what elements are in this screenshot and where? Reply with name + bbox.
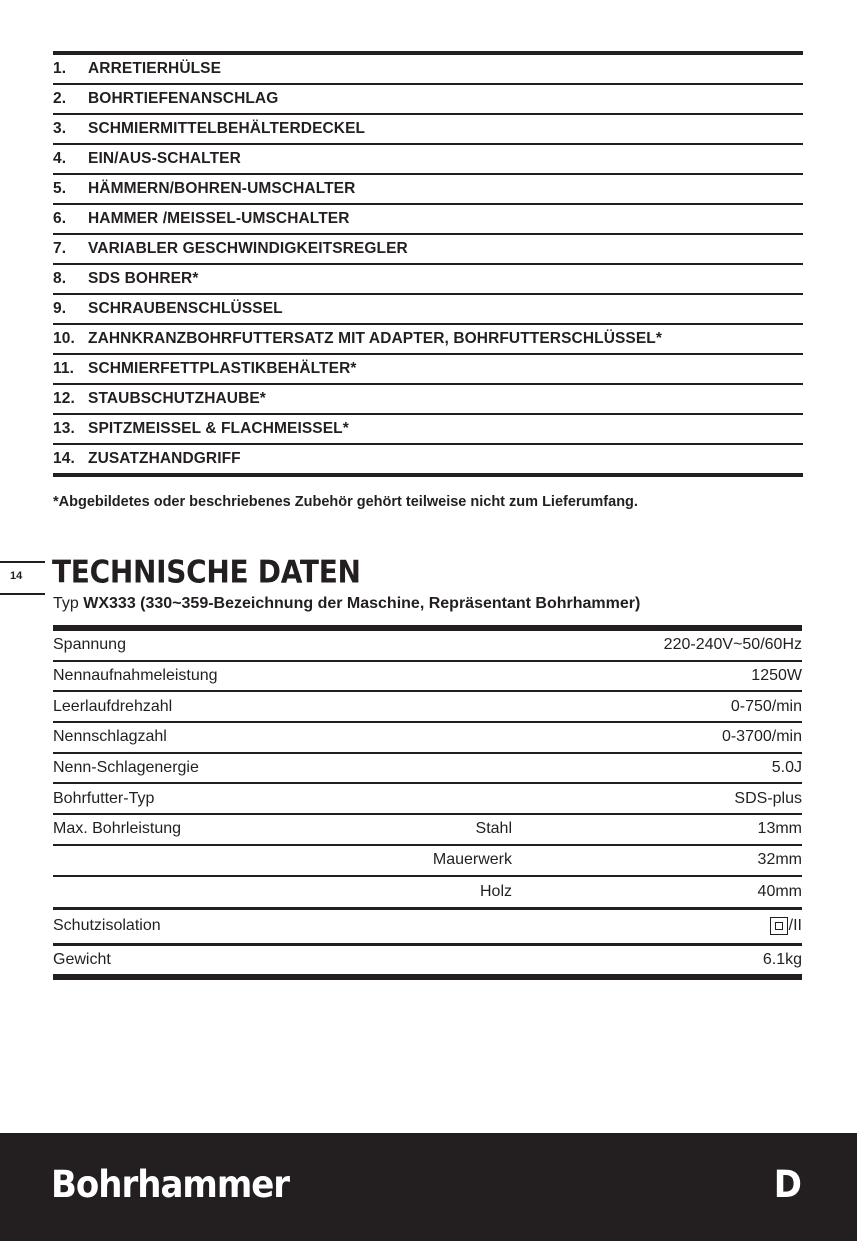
- page-number-rule-top: [0, 561, 45, 563]
- spec-row: [53, 784, 802, 815]
- spec-row: [53, 754, 802, 785]
- spec-row: [53, 723, 802, 754]
- part-label: BOHRTIEFENANSCHLAG: [88, 90, 279, 107]
- spec-row: [53, 846, 802, 877]
- spec-sub: Holz: [479, 882, 512, 900]
- parts-list-item: [53, 175, 803, 205]
- part-number: 9.: [53, 300, 67, 317]
- spec-row: [53, 946, 802, 975]
- spec-sub: Mauerwerk: [432, 851, 512, 869]
- spec-value: 40mm: [757, 882, 802, 900]
- spec-sub: Stahl: [475, 820, 512, 838]
- part-label: HAMMER /MEISSEL-UMSCHALTER: [88, 210, 350, 227]
- part-label: SCHMIERFETTPLASTIKBEHÄLTER*: [88, 360, 357, 377]
- footer-title: Bohrhammer: [51, 1163, 290, 1207]
- spec-value: 5.0J: [771, 759, 802, 777]
- accessories-footnote: *Abgebildetes oder beschriebenes Zubehör gehört teilweise nicht zum Lieferumfang.: [53, 494, 638, 510]
- part-number: 8.: [53, 270, 67, 287]
- type-prefix: Typ: [53, 595, 79, 612]
- parts-list-item: [53, 115, 803, 145]
- spec-value: 32mm: [757, 851, 802, 869]
- parts-list: [53, 51, 803, 477]
- footer-bar: [0, 1133, 857, 1241]
- part-number: 5.: [53, 180, 67, 197]
- parts-list-item: [53, 295, 803, 325]
- part-label: ZAHNKRANZBOHRFUTTERSATZ MIT ADAPTER, BOHRFUTTERSCHLÜSSEL*: [88, 330, 662, 347]
- spec-label: Spannung: [53, 636, 126, 654]
- spec-row: [53, 815, 802, 846]
- part-label: EIN/AUS-SCHALTER: [88, 150, 241, 167]
- spec-row: [53, 631, 802, 662]
- double-insulation-icon: [770, 917, 788, 935]
- spec-value: 0-750/min: [730, 697, 802, 715]
- part-number: 10.: [53, 330, 75, 347]
- part-label: SCHRAUBENSCHLÜSSEL: [88, 300, 283, 317]
- parts-list-item: [53, 445, 803, 473]
- spec-table: [53, 625, 802, 980]
- section-title: TECHNISCHE DATEN: [52, 554, 361, 591]
- part-label: SDS BOHRER*: [88, 270, 199, 287]
- part-number: 3.: [53, 120, 67, 137]
- part-number: 1.: [53, 60, 67, 77]
- part-number: 4.: [53, 150, 67, 167]
- part-number: 6.: [53, 210, 67, 227]
- spec-label: Bohrfutter-Typ: [53, 789, 155, 807]
- spec-label: Leerlaufdrehzahl: [53, 697, 173, 715]
- spec-value: [512, 917, 802, 935]
- spec-value: 6.1kg: [762, 950, 802, 968]
- type-line: [53, 595, 640, 613]
- spec-value: SDS-plus: [734, 789, 802, 807]
- spec-value: 220-240V~50/60Hz: [663, 636, 802, 654]
- part-number: 13.: [53, 420, 75, 437]
- parts-list-item: [53, 205, 803, 235]
- spec-label: Max. Bohrleistung: [53, 820, 182, 838]
- part-number: 12.: [53, 390, 75, 407]
- parts-list-item: [53, 235, 803, 265]
- spec-value: 1250W: [751, 667, 802, 685]
- part-label: ARRETIERHÜLSE: [88, 60, 222, 77]
- spec-label: Nennaufnahmeleistung: [53, 667, 218, 685]
- parts-list-item: [53, 55, 803, 85]
- part-label: SPITZMEISSEL & FLACHMEISSEL*: [88, 420, 349, 437]
- spec-value: 0-3700/min: [721, 728, 802, 746]
- parts-list-item: [53, 145, 803, 175]
- spec-row: [53, 877, 802, 910]
- page-number: 14: [10, 570, 23, 582]
- type-name: WX333 (330~359-Bezeichnung der Maschine, Repräsentant Bohrhammer): [83, 595, 641, 612]
- page-number-rule-bottom: [0, 593, 45, 595]
- spec-row: [53, 662, 802, 693]
- part-label: SCHMIERMITTELBEHÄLTERDECKEL: [88, 120, 366, 137]
- part-label: ZUSATZHANDGRIFF: [88, 450, 241, 467]
- part-number: 14.: [53, 450, 75, 467]
- insulation-class: /II: [788, 917, 802, 934]
- part-label: STAUBSCHUTZHAUBE*: [88, 390, 266, 407]
- part-number: 11.: [53, 360, 74, 377]
- part-label: HÄMMERN/BOHREN-UMSCHALTER: [88, 180, 356, 197]
- spec-label: Schutzisolation: [53, 917, 161, 934]
- spec-label: Nennschlagzahl: [53, 728, 167, 746]
- part-number: 2.: [53, 90, 67, 107]
- spec-row: [53, 910, 802, 946]
- parts-list-item: [53, 85, 803, 115]
- spec-row: [53, 692, 802, 723]
- spec-label: Nenn-Schlagenergie: [53, 759, 199, 777]
- parts-list-item: [53, 385, 803, 415]
- parts-list-item: [53, 325, 803, 355]
- spec-value: 13mm: [757, 820, 802, 838]
- part-label: VARIABLER GESCHWINDIGKEITSREGLER: [88, 240, 408, 257]
- parts-list-item: [53, 415, 803, 445]
- parts-list-item: [53, 265, 803, 295]
- footer-language: D: [773, 1163, 802, 1207]
- spec-label: Gewicht: [53, 950, 111, 968]
- part-number: 7.: [53, 240, 67, 257]
- parts-list-item: [53, 355, 803, 385]
